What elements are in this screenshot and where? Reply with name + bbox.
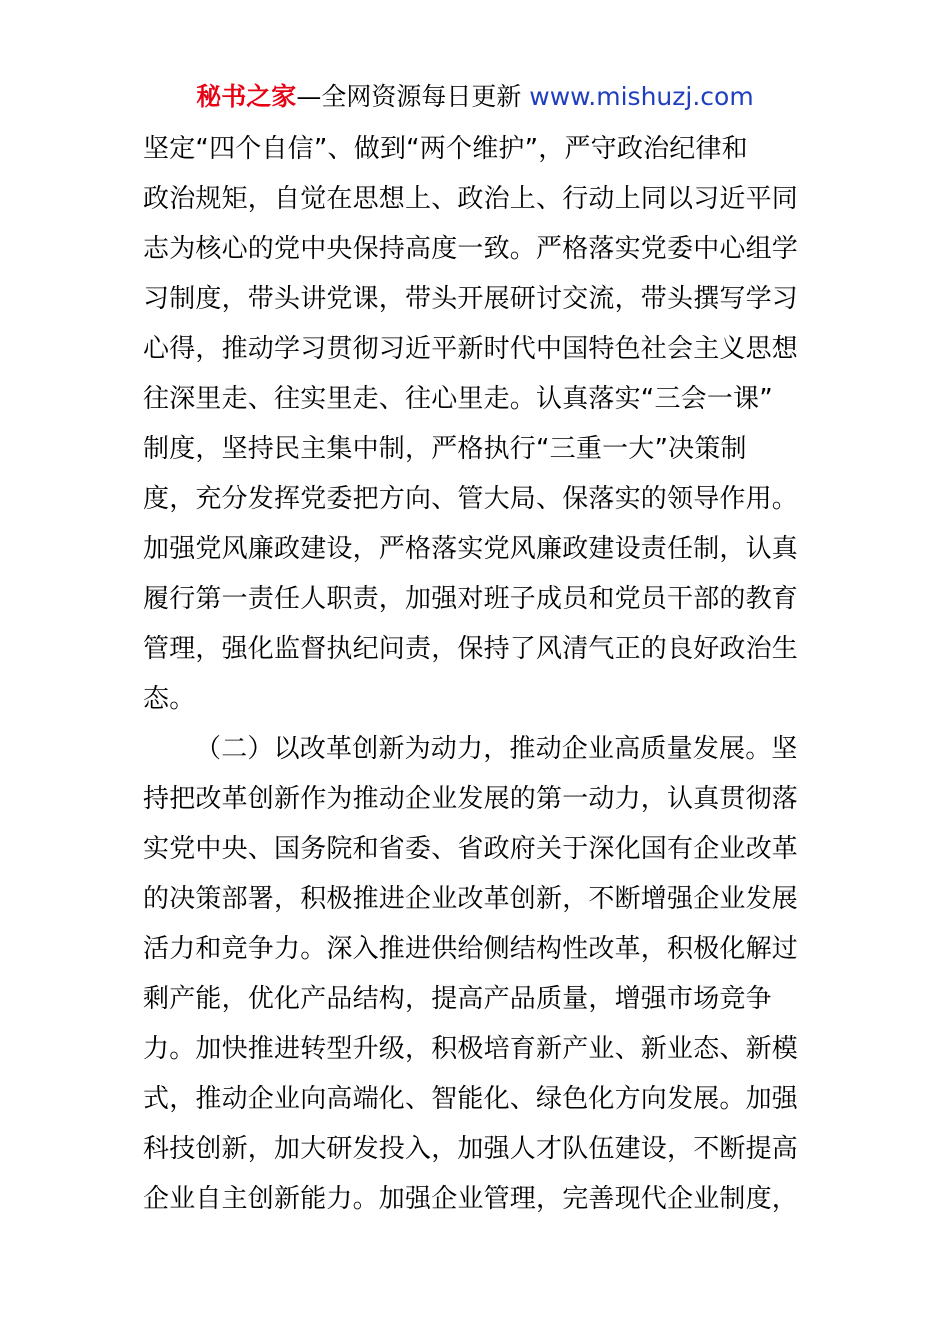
text-line: 持把改革创新作为推动企业发展的第一动力，认真贯彻落 bbox=[143, 784, 799, 814]
text-line: 式，推动企业向高端化、智能化、绿色化方向发展。加强 bbox=[143, 1084, 799, 1114]
text-line: 力。加快推进转型升级，积极培育新产业、新业态、新模 bbox=[143, 1034, 799, 1064]
site-url-link[interactable]: www.mishuzj.com bbox=[529, 82, 754, 111]
text-line: 加强党风廉政建设，严格落实党风廉政建设责任制，认真 bbox=[143, 534, 799, 564]
text-line: 心得，推动学习贯彻习近平新时代中国特色社会主义思想 bbox=[143, 334, 799, 364]
text-line: 制度，坚持民主集中制，严格执行“三重一大”决策制 bbox=[143, 434, 747, 464]
text-line: 态。 bbox=[143, 684, 196, 714]
text-line: 的决策部署，积极推进企业改革创新，不断增强企业发展 bbox=[143, 884, 799, 914]
brand-name: 秘书之家 bbox=[196, 82, 297, 111]
text-line: 度，充分发挥党委把方向、管大局、保落实的领导作用。 bbox=[143, 484, 799, 514]
section-heading-line: （二）以改革创新为动力，推动企业高质量发展。坚 bbox=[195, 734, 798, 764]
text-line: 往深里走、往实里走、往心里走。认真落实“三会一课” bbox=[143, 384, 773, 414]
text-line: 实党中央、国务院和省委、省政府关于深化国有企业改革 bbox=[143, 834, 799, 864]
text-line: 管理，强化监督执纪问责，保持了风清气正的良好政治生 bbox=[143, 634, 799, 664]
text-line: 履行第一责任人职责，加强对班子成员和党员干部的教育 bbox=[143, 584, 799, 614]
document-body bbox=[143, 124, 813, 1224]
text-line: 志为核心的党中央保持高度一致。严格落实党委中心组学 bbox=[143, 234, 799, 264]
text-line: 活力和竞争力。深入推进供给侧结构性改革，积极化解过 bbox=[143, 934, 799, 964]
site-header bbox=[0, 80, 950, 114]
site-tagline: —全网资源每日更新 bbox=[296, 82, 530, 111]
text-line: 企业自主创新能力。加强企业管理，完善现代企业制度， bbox=[143, 1184, 799, 1214]
text-line: 政治规矩，自觉在思想上、政治上、行动上同以习近平同 bbox=[143, 184, 799, 214]
text-line: 科技创新，加大研发投入，加强人才队伍建设，不断提高 bbox=[143, 1134, 799, 1164]
text-line: 坚定“四个自信”、做到“两个维护”，严守政治纪律和 bbox=[143, 134, 748, 164]
text-line: 剩产能，优化产品结构，提高产品质量，增强市场竞争 bbox=[143, 984, 772, 1014]
text-line: 习制度，带头讲党课，带头开展研讨交流，带头撰写学习 bbox=[143, 284, 799, 314]
